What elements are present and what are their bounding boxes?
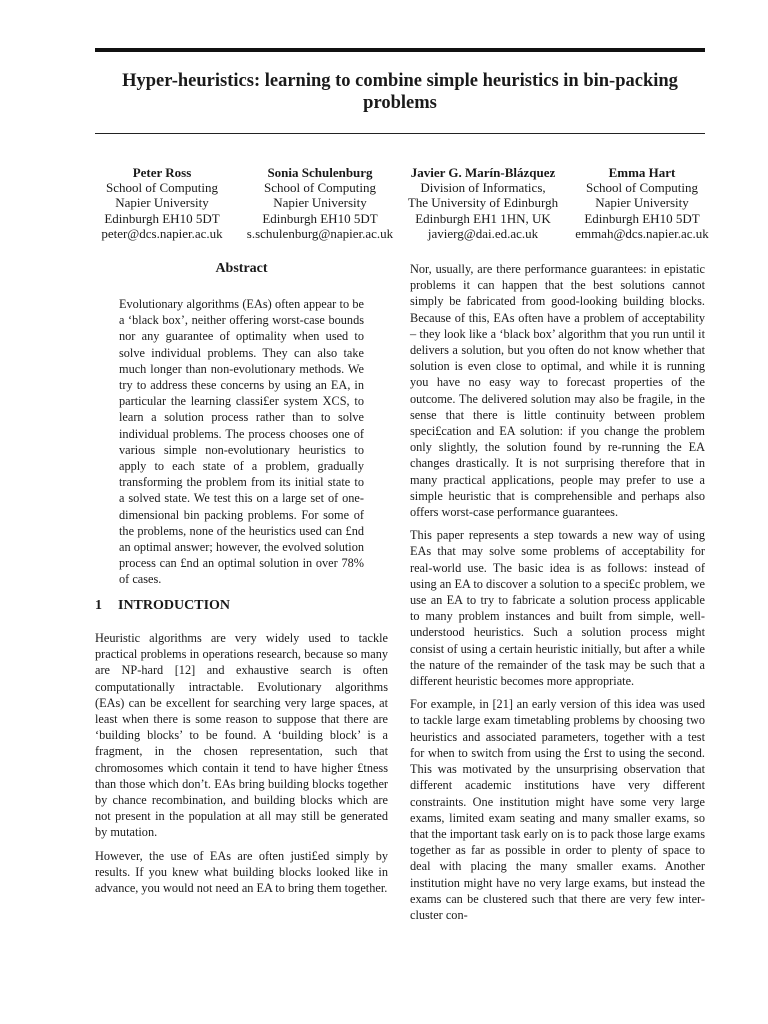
author-name: Sonia Schulenburg — [267, 165, 373, 180]
author-affiliation: Napier University — [595, 195, 689, 211]
body-paragraph: For example, in [21] an early version of this idea was used to tackle large exam timetabling problems by choosing two heuristics and associated parameters, together with a test for when to switch from using the £rst to using the second. This was motivated by the unsurprising observation that different academic institutions have very different constraints. One institution might have some very large exams, limited exam seating and many smaller exams, so that the important task early on is to pack those large exams together as far as possible in order to plenty of space to deal with placing the many smaller exams. Another institution might have no very large exams, but instead the exams can be clustered such that there are very few inter-cluster con- — [410, 697, 705, 922]
right-column-body — [410, 261, 705, 930]
author-name: Emma Hart — [608, 165, 676, 180]
body-paragraph: However, the use of EAs are often justi£ed simply by results. If you knew what building blocks looked like in advance, you would not need an EA to bring them together. — [95, 848, 388, 896]
body-paragraph: Nor, usually, are there performance guarantees: in epistatic problems it can happen that the best solutions cannot simply be fabricated from good-looking building blocks. Because of this, EAs often have a problem of acceptability – they look like a ‘black box’ algorithm that you run until it delivers a solution, but you often do not know whether that solution is even close to optimal, and while it is running you have no easy way to forecast properties of the outcome. The delivered solution may also be fragile, in the sense that there is little continuity between problem speci£cation and EA solution: if you change the problem only slightly, the solution found by re-running the EA changes drastically. It is not surprising therefore that in many practical applications, people may prefer to use a simple heuristic that is comprehensible and perhaps also offers worst-case performance guarantees. — [410, 262, 705, 520]
author-email: javierg@dai.ed.ac.uk — [427, 225, 539, 241]
body-paragraph: This paper represents a step towards a new way of using EAs that may solve some problems of acceptability for real-world use. The basic idea is as follows: instead of using an EA to discover a solution to a speci£c problem, we use an EA to try to fabricate a solution process applicable to many problem instances and built from simple, well-understood heuristics. Such a solution process might consist of using a certain heuristic initially, but after a while the nature of the remainder of the task may be such that a different heuristic becomes more appropriate. — [410, 528, 705, 689]
section-heading — [95, 598, 230, 614]
author-3 — [398, 165, 568, 241]
author-4 — [560, 165, 724, 241]
section-number: 1 — [95, 598, 102, 613]
left-column-body — [95, 630, 388, 903]
author-name: Javier G. Marín-Blázquez — [410, 165, 556, 180]
author-affiliation: Edinburgh EH1 1HN, UK — [415, 210, 551, 226]
author-email: s.schulenburg@napier.ac.uk — [246, 225, 394, 241]
paper-title: Hyper-heuristics: learning to combine simple heuristics in bin-packing problems — [122, 71, 678, 113]
abstract-heading: Abstract — [215, 261, 268, 276]
author-name: Peter Ross — [132, 165, 192, 180]
author-affiliation: Edinburgh EH10 5DT — [104, 210, 220, 226]
section-title: INTRODUCTION — [118, 598, 231, 613]
abstract-text: Evolutionary algorithms (EAs) often appear to be a ‘black box’, neither offering worst-case bounds nor any guarantee of optimality when used to solve individual problems. They can also take much longer than non-evolutionary methods. We try to address these concerns by using an EA, in particular the learning classi£er system XCS, to learn a solution process rather than to solve individual problems. The process chooses one of various simple non-evolutionary heuristics to apply to each state of a problem, gradually transforming the problem from its initial state to a solved state. We test this on a large set of one-dimensional bin packing problems. For some of the problems, none of the heuristics used can £nd an optimal answer; however, the evolved solution process can £nd an optimal solution in over 78% of cases. — [119, 297, 364, 587]
author-affiliation: Edinburgh EH10 5DT — [584, 210, 700, 226]
author-affiliation: Edinburgh EH10 5DT — [262, 210, 378, 226]
author-2 — [240, 165, 400, 241]
author-email: peter@dcs.napier.ac.uk — [101, 225, 223, 241]
author-1 — [82, 165, 242, 241]
author-email: emmah@dcs.napier.ac.uk — [575, 225, 709, 241]
author-affiliation: Division of Informatics, — [420, 180, 546, 196]
author-block — [80, 165, 720, 245]
title-rule — [95, 133, 705, 134]
author-affiliation: School of Computing — [106, 180, 218, 196]
top-rule — [95, 48, 705, 52]
body-paragraph: Heuristic algorithms are very widely used to tackle practical problems in operations research, because so many are NP-hard [12] and exhaustive search is often computationally intractable. Evolutionary algorithms (EAs) can be excellent for searching very large spaces, at least when there is some reason to suppose that there are ‘building blocks’ to be found. A ‘building block’ is a fragment, in the chosen representation, such that chromosomes which contain it tend to have higher £tness than those which don’t. EAs bring building blocks together by chance recombination, and building blocks which are not present in the population at all may still be generated by mutation. — [95, 631, 388, 840]
author-affiliation: School of Computing — [264, 180, 376, 196]
author-affiliation: Napier University — [273, 195, 367, 211]
author-affiliation: Napier University — [115, 195, 209, 211]
author-affiliation: The University of Edinburgh — [407, 195, 559, 211]
author-affiliation: School of Computing — [586, 180, 698, 196]
